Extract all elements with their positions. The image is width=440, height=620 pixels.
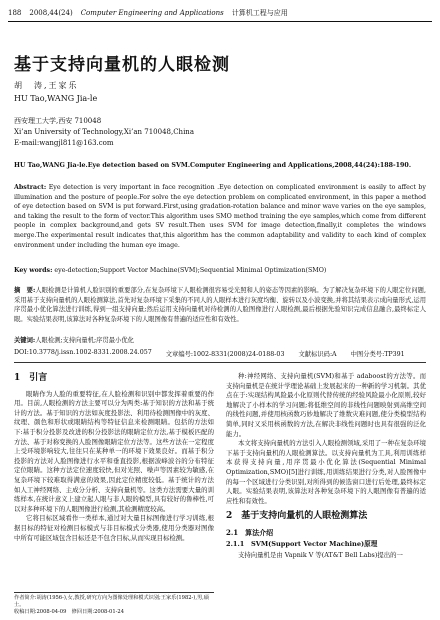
article-number: 文章编号:1002-8331(2008)24-0188-03 xyxy=(165,351,285,358)
keywords-cn xyxy=(14,335,426,344)
section-1-heading: 1 引言 xyxy=(14,373,48,383)
abstract-en-label: Abstract: xyxy=(14,184,47,191)
author-email: E-mail:wangjl811@163.com xyxy=(14,139,114,147)
affiliation-cn: 西安理工大学,西安 710048 xyxy=(14,117,102,125)
keywords-cn-text: 人眼检测;支持向量机;序贯最小优化 xyxy=(35,337,134,344)
citation-en: HU Tao,WANG Jia-le.Eye detection based on SVM.Computer Engineering and Applications,2008,44(24):188-190. xyxy=(14,162,412,169)
abstract-cn-text: 人眼检测是计算机人脸识别的重要部分,在复杂环境下人眼检测很容易受光照和人的姿态等因素的影响。为了解决复杂环境下的人眼定位问题,采用基于支持向量机的人眼检测算法,首先对复杂环境下采集的不同人的人眼样本进行灰度均衡、旋转以及小波变换,并将其结果表示成向量形式,运用序贯最小优化算法进行训练,得到一组支持向量;然后运用支持向量机对待检测的人脸图像进行人眼检测,最后根据先验知识完成信息融合,最终标定人眼。实验结果表明,该算法对各种复杂环境下的人眼图像有普遍的适应性和有效性。 xyxy=(14,287,426,323)
keywords-cn-label: 关键词: xyxy=(14,337,36,344)
abstract-cn-label: 摘 要: xyxy=(14,287,36,294)
running-head xyxy=(8,7,432,19)
authors-cn: 胡 涛,王家乐 xyxy=(14,81,79,90)
footnote xyxy=(14,592,214,617)
keywords-en-label: Key words: xyxy=(14,267,53,274)
journal-title-cn: 计算机工程与应用 xyxy=(231,9,288,17)
doi: DOI:10.3778/j.issn.1002-8331.2008.24.057 xyxy=(14,349,152,356)
page-number: 188 xyxy=(8,9,22,17)
right-column xyxy=(226,372,426,561)
affiliation-en: Xi’an University of Technology,Xi’an 710048,China xyxy=(14,128,194,136)
classification-number: 中图分类号:TP391 xyxy=(350,351,405,358)
journal-title-en: Computer Engineering and Applications xyxy=(80,9,224,17)
abstract-cn xyxy=(14,286,426,324)
section-2-1-heading: 2.1 算法介绍 xyxy=(226,527,274,537)
right-paragraph-2: 本文将支持向量机的方法引入人眼检测领域,采用了一种在复杂环境下基于支持向量机的人眼检测算法。以支持向量机为工具,利用训练样本获得支持向量,用序贯最小优化算法(Sequential Minimal Optimization,SMO)[5]进行训练,用训练结果进行分类,对人脸图像中的每一个区域进行分类识别,对所得到的候选窗口进行后处理,最终标定人眼。实验结果表明,该算法对各种复杂环境下的人眼图像有普遍的适应性和有效性。 xyxy=(226,439,426,505)
section-2-1-1-heading: 2.1.1 SVM(Support Vector Machine)原理 xyxy=(226,539,378,548)
metadata-rule xyxy=(14,362,426,363)
right-paragraph-3: 支持向量机是由 Vapnik V 等(AT&T Bell Labs)提出的一 xyxy=(238,551,403,560)
left-column xyxy=(14,372,214,543)
document-code: 文献标识码:A xyxy=(298,351,337,358)
paper-title: 基于支持向量机的人眼检测 xyxy=(14,55,230,75)
header-rule xyxy=(8,21,432,22)
right-paragraph-1: 种:神经网络、支持向量机(SVM)和基于 adaboost的方法等。而支持向量机是在统计学理论基础上发展起来的一种新的学习机制。其优点在于:实现结构风险最小化原则代替传统的经验风险最小化原则,较好地解决了小样本的学习问题;将低维空间的非线性问题映射到高维空间的线性问题,并使用核函数巧妙地解决了维数灾难问题,使分类模型结构简单,同时又采用核函数的方法,在解决非线性问题时也具有很强的泛化能力。 xyxy=(226,372,426,438)
authors-en: HU Tao,WANG Jia-le xyxy=(14,94,98,103)
keywords-en-text: eye-detection;Support Vector Machine(SVM);Sequential Minimal Optimization(SMO) xyxy=(52,267,327,274)
affiliation xyxy=(14,116,194,149)
section-1-paragraph-2: 它将目标区域看作一类样本,通过对大量目标图像进行学习训练,根据目标的特征对检测目标模式与非目标模式分类器,使用分类器对图像中所有可能区域包含目标还是不包含目标,从而实现目标检测。 xyxy=(14,514,214,542)
abstract-en-text: Eye detection is very important in face recognition .Eye detection on complicated environment is easily to affect by illumination and the posture of people.For solve the eye detection problem on complicated environment, in this paper a method of eye detection based on SVM is put forward.First,using gradation-rotation balance and minor wave varies on the eye samples, and taking the result to the form of vector.This algorithm uses SMO method training the eye samples,which come from different people in complex background,and gets SV result.Then uses SVM for image detection,finally,it completes the windows merge.The experimental result indicates that,this algorithm has the common adaptability and validity to each kind of complex environment under including the human eye image. xyxy=(14,184,426,249)
section-2-heading: 2 基于支持向量机的人眼检测算法 xyxy=(226,511,368,522)
article-metadata xyxy=(14,349,426,358)
abstract-en xyxy=(14,183,426,250)
author-bio: 作者简介:胡涛(1956-),女,教授,研究方向为图像处理和模式识别;王家乐(1982-),男,硕士。 xyxy=(14,595,209,609)
keywords-en xyxy=(14,267,426,274)
received-dates: 收稿日期:2008-04-09 修回日期:2008-01-24 xyxy=(14,609,125,616)
volume-issue: 2008,44(24) xyxy=(29,9,73,17)
section-1-paragraph-1: 眼睛作为人脸的重要特征,在人脸检测和识别中都发挥着重要的作用。目前,人眼检测的方法主要可以分为两类:基于知识的方法和基于统计的方法。基于知识的方法如灰度投影法、利用待检测图像中的灰度、纹理、颜色和形状或眼睛结构等特征信息来检测眼睛。包括的方法如下:基于积分投影及改进的积分投影法的眼睛定位方法,基于模板匹配的方法、基于对称变换的人脸图像眼睛定位方法等。这些方法在一定程度上受环境影响较大,往往只在某种单一的环境下效果良好。而基于积分投影的方法对人脸图像进行水平和垂直投影,根据波峰波谷的分布特征定位眼睛。这种方法定位速度较快,但对光照、噪声等因素较为敏感,在复杂环境下较难取得满意的效果,因此定位精度较低。基于统计的方法如人工神经网络、主成分分析、支持向量机等。这类方法需要大量的训练样本,在统计意义上建立起人眼与非人眼的模型,具有较好的鲁棒性,可以对多种环境下的人眼图像进行检测,其检测精度较高。 xyxy=(14,389,214,513)
